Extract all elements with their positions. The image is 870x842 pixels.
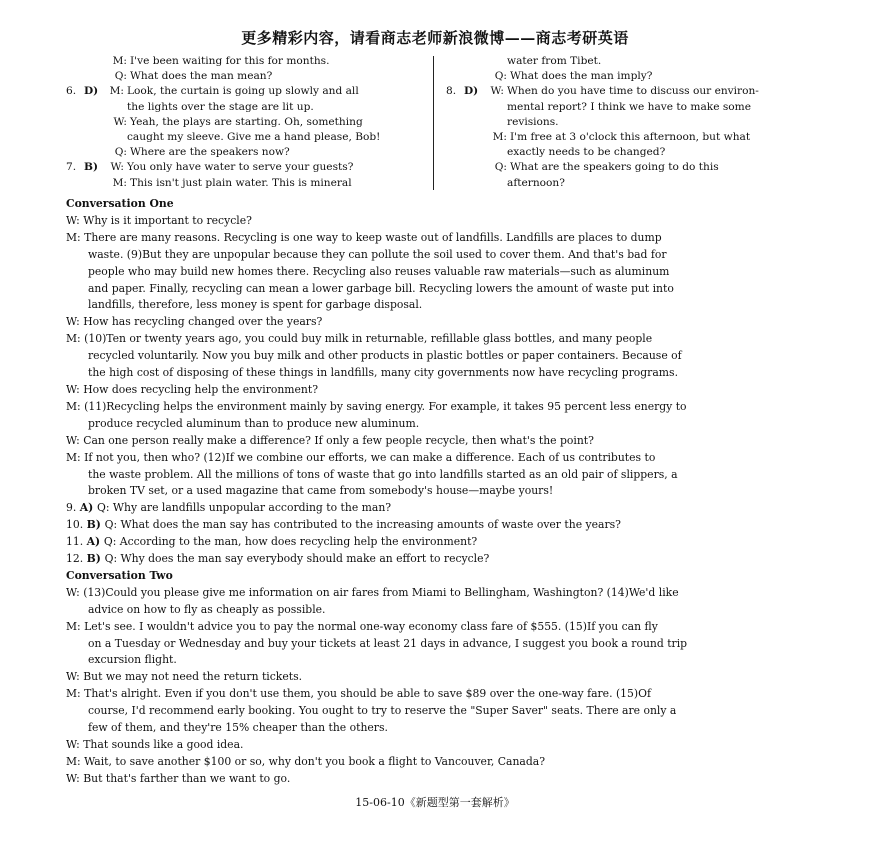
speaker-label: M: <box>109 85 124 98</box>
conversation-one-title: Conversation One <box>66 197 174 210</box>
conversation-two-line: W: But we may not need the return tickets. <box>66 670 303 684</box>
line-text: afternoon? <box>507 176 565 189</box>
conversation-two-line: M: Wait, to save another $100 or so, why don't you book a flight to Vancouver, Canada? <box>66 754 546 768</box>
conversation-two-line: W: That sounds like a good idea. <box>66 738 244 751</box>
conversation-one-line: M: There are many reasons. Recycling is one way to keep waste out of landfills. Landfills are places to dump <box>66 230 662 244</box>
left-column-line <box>66 115 424 130</box>
conversation-one-line: W: Can one person really make a difference? If only a few people recycle, then what's the point? <box>66 433 594 447</box>
conversation-two-line: M: That's alright. Even if you don't use them, you should be able to save $89 over the one-way fare. (15)Of <box>66 687 651 701</box>
question-number: 11. <box>66 535 87 549</box>
speaker-label: W: <box>490 85 504 98</box>
line-text: Look, the curtain is going up slowly and all <box>127 85 359 98</box>
line-text: Yeah, the plays are starting. Oh, something <box>130 115 363 128</box>
left-column <box>66 54 424 191</box>
right-column-line <box>446 54 802 69</box>
line-text: caught my sleeve. Give me a hand please, Bob! <box>127 131 381 144</box>
item-number: 7. <box>66 161 77 174</box>
page-header: 更多精彩内容，请看商志老师新浪微博——商志考研英语 <box>241 29 629 47</box>
speaker-label: Q: <box>494 161 507 174</box>
question-row <box>66 517 802 534</box>
speaker-label: Q: <box>494 70 507 83</box>
question-number: 10. <box>66 518 87 532</box>
conversation-one-line: broken TV set, or a used magazine that came from somebody's house—maybe yours! <box>88 484 554 498</box>
right-column <box>446 54 802 191</box>
conversation-one-questions <box>66 500 802 568</box>
conversation-one-line: the high cost of disposing of these things in landfills, many city governments now have recycling programs. <box>88 366 678 380</box>
question-text: Q: According to the man, how does recycling help the environment? <box>103 535 478 549</box>
line-text: What does the man imply? <box>510 70 653 83</box>
conversation-two-line: course, I'd recommend early booking. You ought to try to reserve the "Super Saver" seats. There are only a <box>88 704 677 718</box>
speaker-label: M: <box>112 55 127 67</box>
conversation-one-line: W: How does recycling help the environment? <box>66 382 319 396</box>
left-column-line <box>66 54 424 69</box>
conversation-one-line: M: (10)Ten or twenty years ago, you could buy milk in returnable, refillable glass bottles, and many people <box>66 332 653 346</box>
speaker-label: M: <box>492 131 507 144</box>
conversation-one <box>66 213 802 500</box>
line-text: What are the speakers going to do this <box>510 161 719 174</box>
conversation-two <box>66 585 802 788</box>
speaker-label: Q: <box>114 70 127 83</box>
line-text: mental report? I think we have to make some <box>507 100 751 113</box>
line-text: water from Tibet. <box>507 55 602 67</box>
column-divider <box>433 56 434 190</box>
answer-letter: A) <box>79 501 97 515</box>
line-text: I'm free at 3 o'clock this afternoon, but what <box>510 131 751 144</box>
conversation-two-line: excursion flight. <box>88 653 177 667</box>
conversation-two-line: advice on how to fly as cheaply as possible. <box>88 602 326 616</box>
right-column-line <box>446 176 802 191</box>
answer-letter: B) <box>86 552 105 566</box>
question-row <box>66 500 802 517</box>
line-text: What does the man mean? <box>130 70 273 83</box>
right-column-line <box>446 69 802 84</box>
right-column-line <box>446 130 802 145</box>
left-column-line <box>66 100 424 115</box>
conversation-two-line: few of them, and they're 15% cheaper than the others. <box>88 721 388 735</box>
question-text: Q: Why are landfills unpopular according to the man? <box>96 501 392 515</box>
speaker-label: M: <box>112 176 127 189</box>
conversation-one-line: and paper. Finally, recycling can mean a lower garbage bill. Recycling lowers the amount of waste put into <box>88 281 674 295</box>
conversation-one-line: produce recycled aluminum than to produce new aluminum. <box>88 416 420 430</box>
left-column-line <box>66 84 424 99</box>
line-text: When do you have time to discuss our environ- <box>507 85 759 98</box>
left-column-line <box>66 69 424 84</box>
speaker-label: W: <box>110 161 124 174</box>
left-column-line <box>66 176 424 191</box>
question-text: Q: What does the man say has contributed to the increasing amounts of waste over the years? <box>104 518 621 532</box>
conversation-two-title: Conversation Two <box>66 568 173 582</box>
conversation-two-line: on a Tuesday or Wednesday and buy your tickets at least 21 days in advance, I suggest you book a round trip <box>88 636 688 650</box>
speaker-label: W: <box>113 115 127 128</box>
question-text: Q: Why does the man say everybody should make an effort to recycle? <box>104 552 490 566</box>
line-text: This isn't just plain water. This is mineral <box>130 176 352 189</box>
page-footer: 15-06-10《新题型第一套解析》 <box>355 796 515 809</box>
speaker-label: Q: <box>114 146 127 159</box>
left-column-line <box>66 130 424 145</box>
right-column-line <box>446 145 802 160</box>
question-row <box>66 534 802 551</box>
line-text: Where are the speakers now? <box>130 146 290 159</box>
answer-letter: D) <box>464 85 479 98</box>
line-text: exactly needs to be changed? <box>507 146 666 159</box>
conversation-one-line: the waste problem. All the millions of tons of waste that go into landfills started as an old pair of slippers, a <box>88 467 678 481</box>
left-column-line <box>66 145 424 160</box>
conversation-one-line: W: Why is it important to recycle? <box>66 213 252 227</box>
conversation-two-line: M: Let's see. I wouldn't advice you to pay the normal one-way economy class fare of $555. (15)If you can fly <box>66 619 658 633</box>
answer-letter: A) <box>86 535 104 549</box>
question-row <box>66 551 802 568</box>
conversation-one-line: waste. (9)But they are unpopular because they can pollute the soil used to cover them. And that's bad for <box>88 247 667 261</box>
question-number: 12. <box>66 552 87 566</box>
answer-letter: B) <box>86 518 105 532</box>
right-column-line <box>446 84 802 99</box>
line-text: You only have water to serve your guests? <box>127 161 354 174</box>
item-number: 6. <box>66 85 77 98</box>
question-number: 9. <box>66 501 80 515</box>
right-column-line <box>446 100 802 115</box>
left-column-line <box>66 160 424 175</box>
right-column-line <box>446 160 802 175</box>
item-number: 8. <box>446 85 457 98</box>
conversation-one-line: landfills, therefore, less money is spent for garbage disposal. <box>88 298 423 312</box>
answer-letter: D) <box>84 85 99 98</box>
main-transcript <box>66 196 802 788</box>
conversation-one-line: recycled voluntarily. Now you buy milk and other products in plastic bottles or paper containers. Because of <box>88 349 682 363</box>
line-text: the lights over the stage are lit up. <box>127 100 314 113</box>
answer-letter: B) <box>84 161 98 174</box>
conversation-one-line: people who may build new homes there. Recycling also reuses valuable raw materials—such as aluminum <box>88 264 670 278</box>
conversation-one-line: M: (11)Recycling helps the environment mainly by saving energy. For example, it takes 95 percent less energy to <box>66 399 687 413</box>
conversation-two-line: W: (13)Could you please give me information on air fares from Miami to Bellingham, Washington? (14)We'd like <box>66 585 679 599</box>
line-text: revisions. <box>507 115 559 128</box>
conversation-two-line: W: But that's farther than we want to go. <box>66 771 291 785</box>
conversation-one-line: W: How has recycling changed over the years? <box>66 315 323 329</box>
line-text: I've been waiting for this for months. <box>130 55 330 67</box>
right-column-line <box>446 115 802 130</box>
conversation-one-line: M: If not you, then who? (12)If we combine our efforts, we can make a difference. Each of us contributes to <box>66 450 656 464</box>
